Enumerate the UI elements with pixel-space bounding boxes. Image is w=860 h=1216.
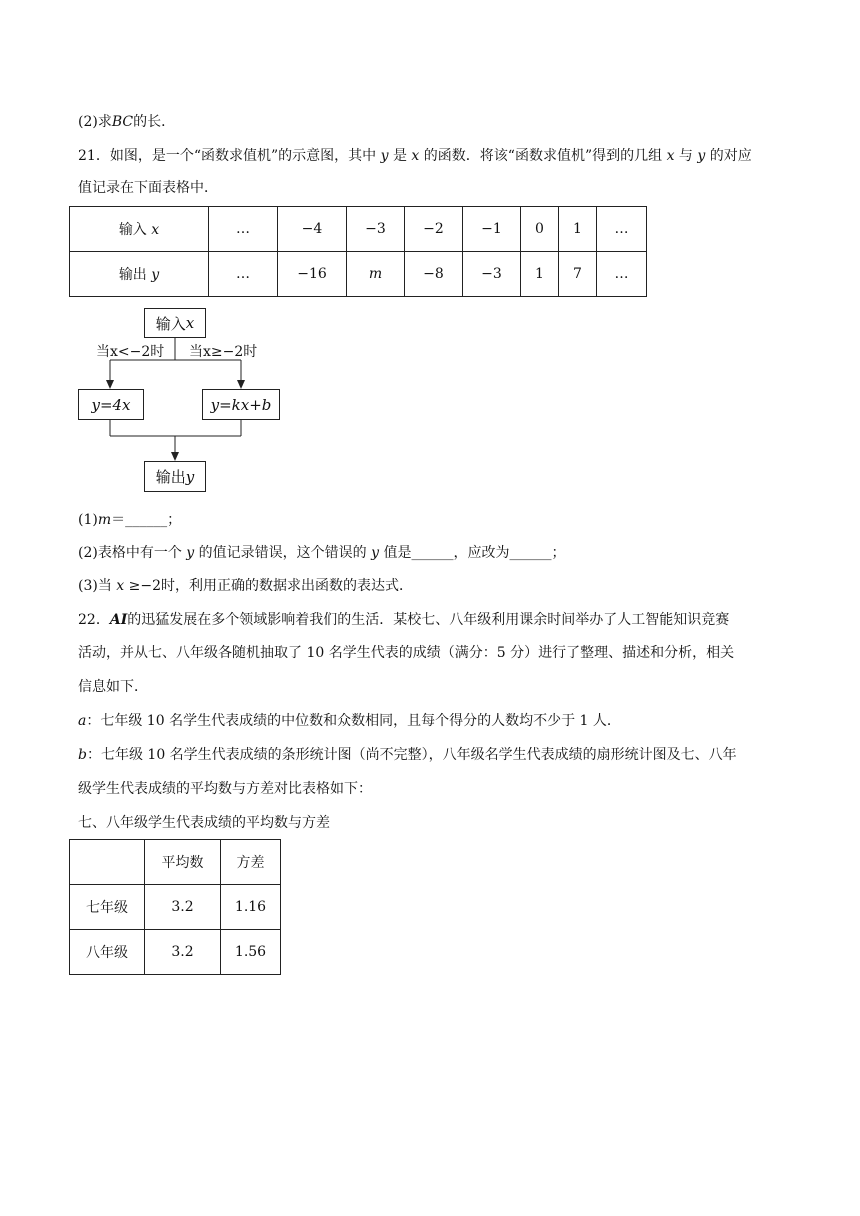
q21-p3-b: ≥−2时，利用正确的数据求出函数的表达式． bbox=[128, 578, 414, 594]
table-cell: 3.2 bbox=[145, 930, 221, 975]
table-cell: 方差 bbox=[221, 840, 281, 885]
q20-part2-prefix: (2)求 bbox=[78, 114, 112, 130]
label-text: 输出 bbox=[118, 267, 147, 283]
q21-p2-a: (2)表格中有一个 bbox=[78, 545, 182, 561]
table-cell: 1.16 bbox=[221, 885, 281, 930]
q21-p1-var: m bbox=[97, 512, 112, 528]
q20-part2-end: 的长． bbox=[133, 114, 176, 130]
table-cell: −16 bbox=[278, 252, 347, 297]
q22-info-b-line2: 级学生代表成绩的平均数与方差对比表格如下： bbox=[78, 781, 372, 797]
q21-p2-var-y: y bbox=[186, 545, 195, 561]
table-cell: 1.56 bbox=[221, 930, 281, 975]
q21-var-x: x bbox=[411, 148, 420, 164]
stats-table bbox=[69, 839, 281, 975]
table-row-grade8 bbox=[70, 930, 281, 975]
q21-p2-b: 的值记录错误，这个错误的 bbox=[198, 545, 367, 561]
flow-cond-left: 当x<−2时 bbox=[96, 344, 165, 360]
table-cell bbox=[70, 840, 145, 885]
q22-b-text: ：七年级 10 名学生代表成绩的条形统计图（尚不完整），八年级名学生代表成绩的扇形统计图及七、八年 bbox=[86, 747, 737, 763]
flow-input-var: x bbox=[185, 314, 195, 332]
q20-part2-var: BC bbox=[111, 114, 134, 130]
table-cell: 3.2 bbox=[145, 885, 221, 930]
table-cell: … bbox=[597, 252, 647, 297]
table-cell: … bbox=[209, 252, 278, 297]
q21-part2 bbox=[78, 543, 566, 563]
q21-text-a: 21．如图，是一个“函数求值机”的示意图，其中 bbox=[78, 148, 377, 164]
table-cell: m bbox=[347, 252, 405, 297]
flow-right-formula: y=kx+b bbox=[202, 389, 280, 420]
q21-line2: 值记录在下面表格中． bbox=[78, 180, 218, 196]
q22-text: 的迅猛发展在多个领域影响着我们的生活．某校七、八年级利用课余时间举办了人工智能知识竞赛 bbox=[127, 612, 730, 628]
table-cell: 1 bbox=[559, 207, 597, 252]
table-cell: 1 bbox=[521, 252, 559, 297]
flow-input-text: 输入 bbox=[155, 314, 186, 333]
table-cell: … bbox=[597, 207, 647, 252]
q21-p1-blank: ＝______； bbox=[111, 512, 182, 528]
table-cell: −4 bbox=[278, 207, 347, 252]
flow-input-box bbox=[144, 308, 206, 338]
table-cell: −3 bbox=[463, 252, 521, 297]
q21-p1-prefix: (1) bbox=[78, 512, 98, 528]
q21-p2-c: 值是______，应改为______； bbox=[383, 545, 566, 561]
q21-var-x2: x bbox=[666, 148, 675, 164]
table-cell: 七年级 bbox=[70, 885, 145, 930]
q22-info-b bbox=[78, 745, 737, 765]
q21-part1 bbox=[78, 510, 181, 530]
table-row-header bbox=[70, 840, 281, 885]
table-cell: 0 bbox=[521, 207, 559, 252]
q21-text-e: 的对应 bbox=[709, 148, 752, 164]
flow-output-text: 输出 bbox=[155, 468, 186, 486]
q21-var-y: y bbox=[380, 148, 389, 164]
q21-text-b: 是 bbox=[392, 148, 407, 164]
q21-p3-var-x: x bbox=[116, 578, 125, 594]
q22-a-text: ：七年级 10 名学生代表成绩的中位数和众数相同，且每个得分的人数均不少于 1 人． bbox=[86, 713, 621, 729]
q21-text-c: 的函数．将该“函数求值机”得到的几组 bbox=[423, 148, 663, 164]
label-text: 输入 bbox=[118, 222, 147, 238]
table-cell: −1 bbox=[463, 207, 521, 252]
flow-output-var: y bbox=[185, 467, 195, 486]
table2-caption: 七、八年级学生代表成绩的平均数与方差 bbox=[78, 815, 330, 831]
label-var: x bbox=[151, 222, 160, 238]
table-row-grade7 bbox=[70, 885, 281, 930]
q21-p2-var-y2: y bbox=[371, 545, 380, 561]
label-var: y bbox=[151, 267, 160, 283]
table-cell: … bbox=[209, 207, 278, 252]
q22-b-label: b bbox=[78, 747, 87, 763]
q22-line1 bbox=[78, 610, 729, 630]
q21-text-d: 与 bbox=[678, 148, 693, 164]
table-cell: −8 bbox=[405, 252, 463, 297]
flow-left-formula: y=4x bbox=[78, 389, 144, 420]
table-cell: 7 bbox=[559, 252, 597, 297]
table-cell: 八年级 bbox=[70, 930, 145, 975]
table-cell: 平均数 bbox=[145, 840, 221, 885]
q21-p3-a: (3)当 bbox=[78, 578, 112, 594]
q22-number: 22． bbox=[78, 612, 110, 628]
flow-output-box bbox=[144, 461, 206, 492]
q22-line3: 信息如下． bbox=[78, 679, 148, 695]
q21-var-y2: y bbox=[697, 148, 706, 164]
q22-info-a bbox=[78, 711, 621, 731]
table-cell: −2 bbox=[405, 207, 463, 252]
flow-cond-right: 当x≥−2时 bbox=[189, 344, 258, 360]
q22-line2: 活动，并从七、八年级各随机抽取了 10 名学生代表的成绩（满分：5 分）进行了整理、描述和分析，相关 bbox=[78, 645, 735, 661]
q21-part3 bbox=[78, 576, 413, 596]
q22-ai: AI bbox=[109, 612, 128, 628]
table-cell: −3 bbox=[347, 207, 405, 252]
q22-a-label: a bbox=[78, 713, 87, 729]
